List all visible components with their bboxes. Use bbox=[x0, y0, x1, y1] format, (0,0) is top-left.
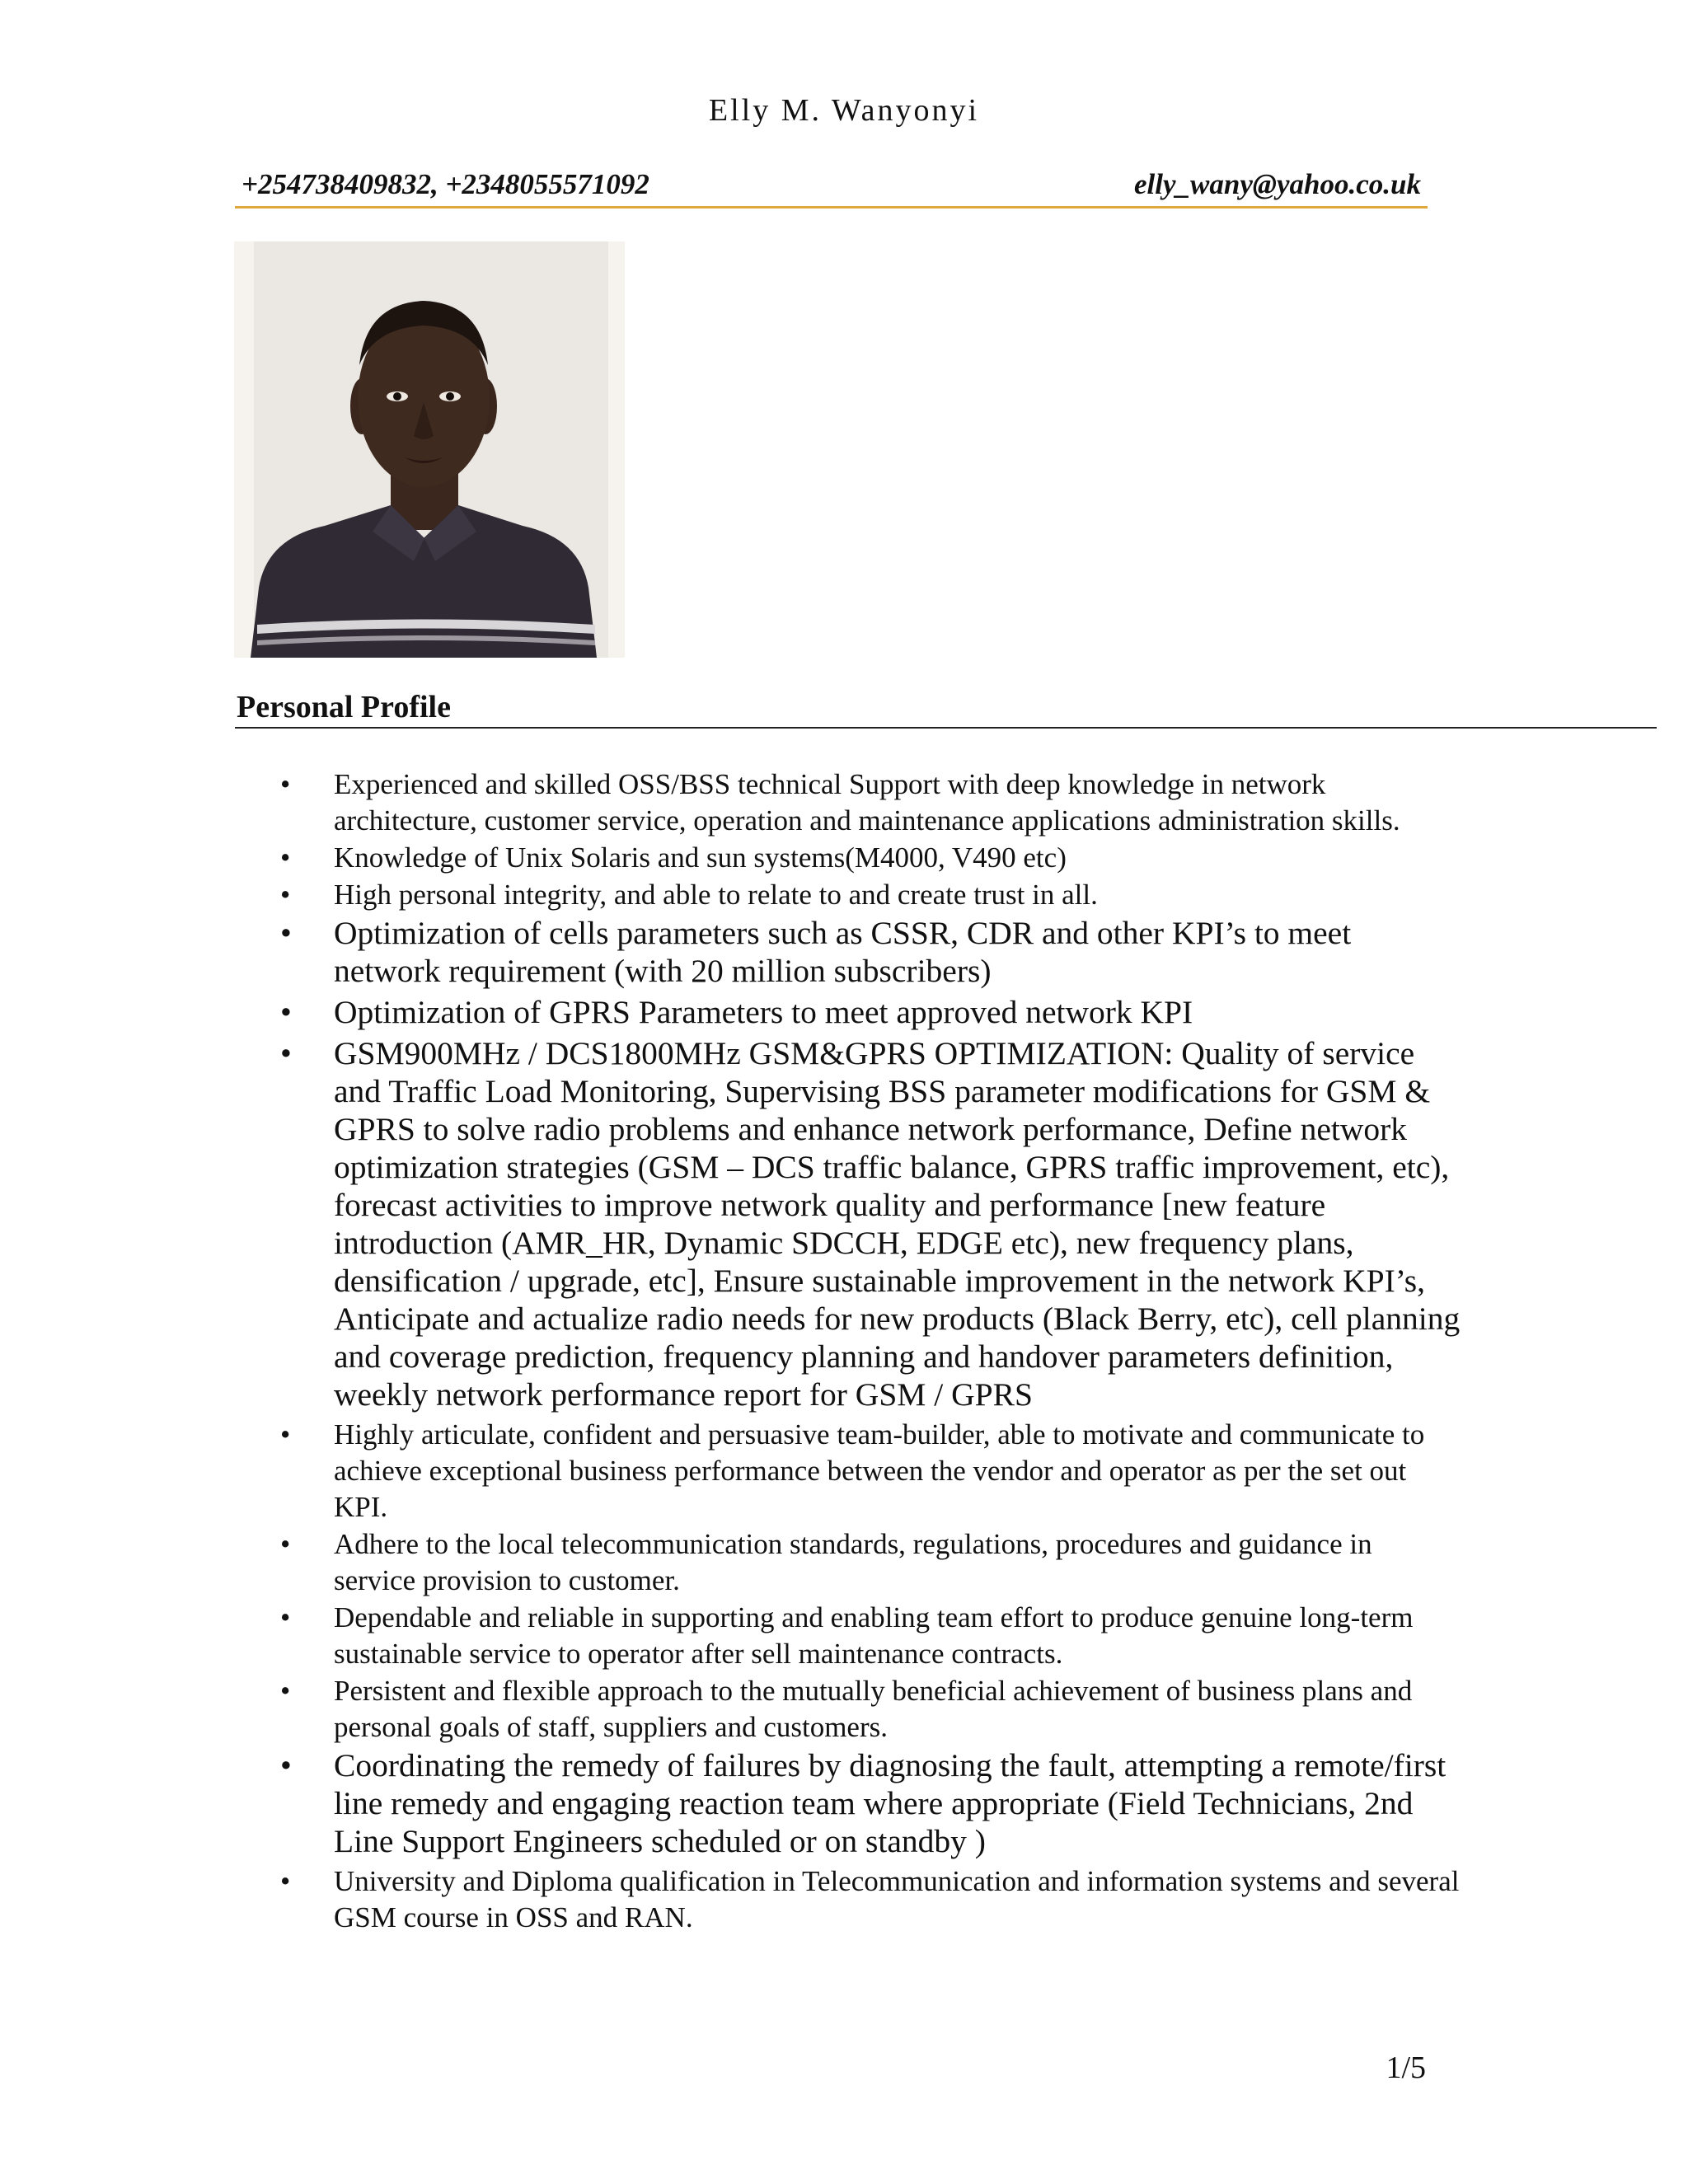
contact-bar bbox=[235, 168, 1428, 209]
portrait-illustration bbox=[234, 241, 625, 658]
candidate-name: Elly M. Wanyonyi bbox=[708, 93, 980, 128]
list-item: • High personal integrity, and able to relate to and create trust in all. bbox=[274, 877, 1461, 913]
portrait-photo bbox=[234, 241, 625, 658]
list-item: • Persistent and flexible approach to the mutually beneficial achievement of business plans and personal goals of staff, suppliers and customers. bbox=[274, 1673, 1461, 1746]
list-item: • Optimization of GPRS Parameters to meet approved network KPI bbox=[274, 993, 1461, 1031]
list-item: • Optimization of cells parameters such as CSSR, CDR and other KPI’s to meet network requirement (with 20 million subscribers) bbox=[274, 914, 1461, 990]
list-item: • University and Diploma qualification in Telecommunication and information systems and several GSM course in OSS and RAN. bbox=[274, 1863, 1461, 1936]
section-heading-text: Personal Profile bbox=[237, 690, 451, 724]
list-item: • Adhere to the local telecommunication standards, regulations, procedures and guidance in service provision to customer. bbox=[274, 1526, 1461, 1599]
email-address: elly_wany@yahoo.co.uk bbox=[1134, 168, 1421, 200]
list-item: • Knowledge of Unix Solaris and sun systems(M4000, V490 etc) bbox=[274, 840, 1461, 876]
page-number: 1/5 bbox=[1386, 2050, 1426, 2085]
profile-bullet-list bbox=[274, 766, 1461, 1937]
list-item: • Coordinating the remedy of failures by diagnosing the fault, attempting a remote/first line remedy and engaging reaction team where appropriate (Field Technicians, 2nd Line Support Engineers scheduled or on standby ) bbox=[274, 1746, 1461, 1860]
list-item: • Highly articulate, confident and persuasive team-builder, able to motivate and communicate to achieve exceptional business performance between the vendor and operator as per the set out KPI. bbox=[274, 1417, 1461, 1526]
section-heading-personal-profile bbox=[235, 689, 1657, 729]
list-item: • Experienced and skilled OSS/BSS technical Support with deep knowledge in network architecture, customer service, operation and maintenance applications administration skills. bbox=[274, 766, 1461, 839]
phone-numbers: +254738409832, +2348055571092 bbox=[241, 168, 649, 200]
list-item: • Dependable and reliable in supporting and enabling team effort to produce genuine long-term sustainable service to operator after sell maintenance contracts. bbox=[274, 1600, 1461, 1672]
list-item: • GSM900MHz / DCS1800MHz GSM&GPRS OPTIMIZATION: Quality of service and Traffic Load Monitoring, Supervising BSS parameter modifications for GSM & GPRS to solve radio problems and enhance network performance, Define network optimization strategies (GSM – DCS traffic balance, GPRS traffic improvement, etc), forecast activities to improve network quality and performance [new feature introduction (AMR_HR, Dynamic SDCCH, EDGE etc), new frequency plans, densification / upgrade, etc], Ensure sustainable improvement in the network KPI’s, Anticipate and actualize radio needs for new products (Black Berry, etc), cell planning and coverage prediction, frequency planning and handover parameters definition, weekly network performance report for GSM / GPRS bbox=[274, 1034, 1461, 1413]
